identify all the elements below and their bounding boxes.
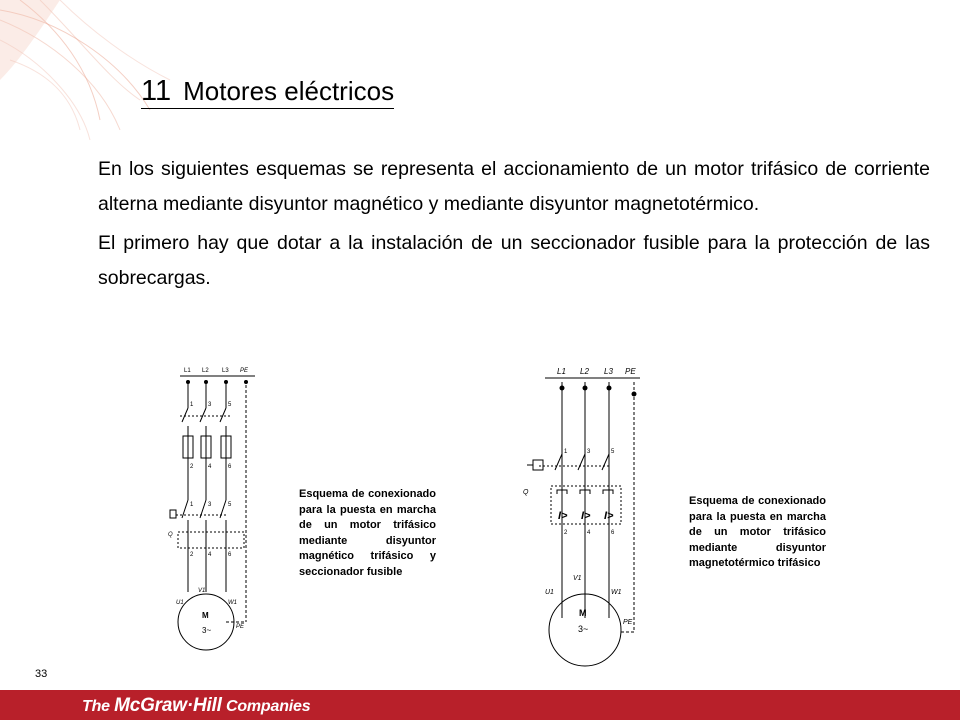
diagram1-terminal-1: 1 — [190, 402, 194, 408]
diagram1-terminal-2b: 2 — [190, 552, 194, 558]
diagram1-line-L1: L1 — [184, 368, 191, 374]
diagram1-terminal-3: 3 — [208, 402, 212, 408]
diagram1-terminal-4: 4 — [208, 464, 212, 470]
diagram1-motor-U1: U1 — [176, 600, 184, 606]
page-number: 33 — [35, 668, 48, 680]
diagram1-terminal-1b: 1 — [190, 502, 194, 508]
diagram2-motor-U1: U1 — [545, 589, 554, 596]
diagram2-terminal-1: 1 — [564, 449, 568, 455]
brand-name: McGraw·Hill — [114, 695, 222, 716]
diagram2-line-PE: PE — [625, 367, 636, 376]
wiring-diagram-2 — [515, 360, 650, 670]
diagram2-motor-sub: 3~ — [578, 624, 589, 634]
diagram2-terminal-4: 4 — [587, 530, 591, 536]
diagram1-terminal-6b: 6 — [228, 552, 232, 558]
diagram1-motor-label: M — [202, 611, 209, 620]
diagram2-motor-V1: V1 — [573, 575, 582, 582]
diagram1-pe-label: PE — [236, 624, 245, 630]
diagram2-motor-label: M — [579, 608, 587, 618]
diagram2-line-L2: L2 — [580, 367, 589, 376]
diagram2-terminal-6: 6 — [611, 530, 615, 536]
slide-title — [141, 76, 394, 109]
diagram1-caption: Esquema de conexionado para la puesta en marcha de un motor trifásico mediante disyuntor magnético trifásico y seccionador fusible — [299, 488, 436, 578]
paragraph-2: El primero hay que dotar a la instalación de un seccionador fusible para la protección de las sobrecargas. — [98, 232, 930, 289]
diagram1-terminal-6: 6 — [228, 464, 232, 470]
svg-text:I>: I> — [581, 510, 591, 522]
diagram2-terminal-5: 5 — [611, 449, 615, 455]
diagram1-motor-V1: V1 — [198, 588, 206, 594]
wiring-diagram-1 — [170, 360, 265, 660]
decorative-swirl — [0, 0, 960, 140]
paragraph-1: En los siguientes esquemas se representa el accionamiento de un motor trifásico de corriente alterna mediante disyuntor magnético y mediante disyuntor magnetotérmico. — [98, 158, 930, 215]
diagram1-line-L3: L3 — [222, 368, 229, 374]
diagram1-line-PE: PE — [240, 368, 249, 374]
diagram2-terminal-3: 3 — [587, 449, 591, 455]
diagram2-line-L3: L3 — [604, 367, 613, 376]
diagram1-motor-sub: 3~ — [202, 626, 212, 635]
footer-bar — [0, 690, 960, 720]
diagram1-terminal-2: 2 — [190, 464, 194, 470]
diagram2-line-L1: L1 — [557, 367, 566, 376]
diagram2-terminal-2: 2 — [564, 530, 568, 536]
diagram1-terminal-5b: 5 — [228, 502, 232, 508]
diagram1-terminal-3b: 3 — [208, 502, 212, 508]
body-text — [98, 152, 930, 300]
publisher-logo — [82, 695, 310, 717]
diagram1-terminal-4b: 4 — [208, 552, 212, 558]
chapter-title: Motores eléctricos — [183, 76, 395, 106]
chapter-number: 11 — [141, 75, 172, 107]
diagram1-device-label: Q — [168, 532, 173, 538]
svg-text:I>: I> — [604, 510, 614, 522]
svg-text:I>: I> — [558, 510, 568, 522]
diagram1-motor-W1: W1 — [228, 600, 237, 606]
diagram1-terminal-5: 5 — [228, 402, 232, 408]
diagram2-caption: Esquema de conexionado para la puesta en marcha de un motor trifásico mediante disyuntor magnetotérmico trifásico — [689, 495, 826, 569]
diagram2-pe-label: PE — [623, 619, 633, 626]
brand-suffix: Companies — [225, 698, 311, 715]
diagram1-line-L2: L2 — [202, 368, 209, 374]
brand-prefix: The — [82, 698, 110, 715]
diagram2-motor-W1: W1 — [611, 589, 622, 596]
diagram2-device-label: Q — [523, 489, 529, 496]
